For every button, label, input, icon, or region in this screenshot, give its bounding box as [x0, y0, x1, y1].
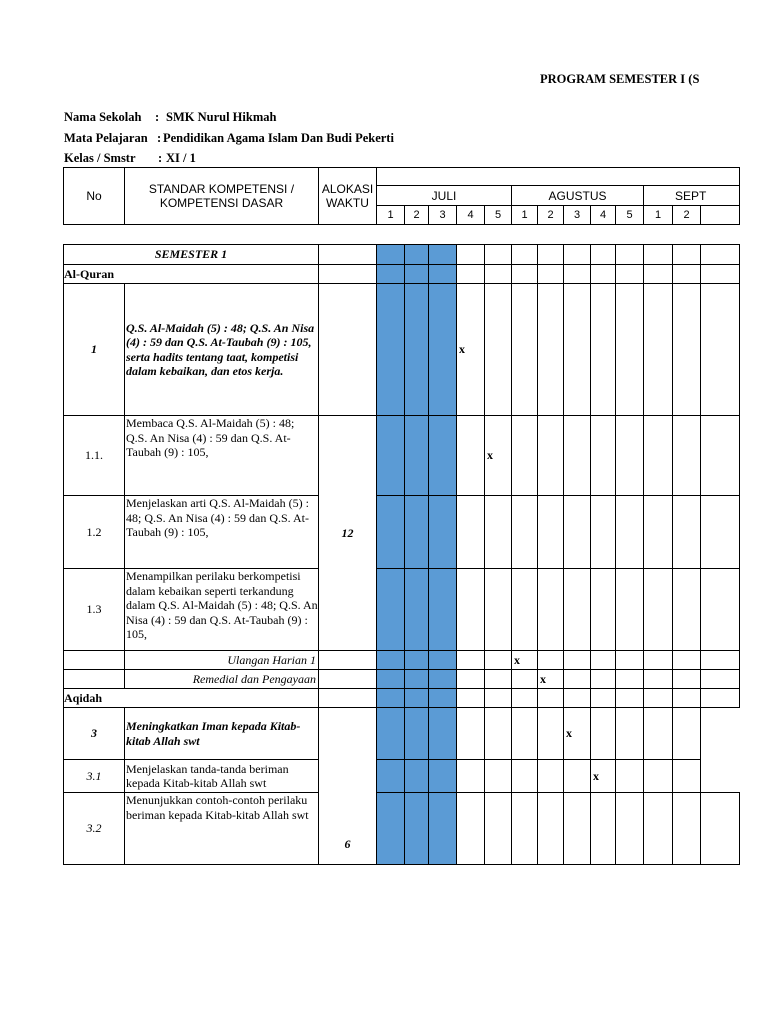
- empty-cell: [644, 496, 673, 569]
- empty-cell: [591, 245, 616, 265]
- row-number: 3.1: [64, 760, 125, 793]
- empty-cell: [512, 708, 538, 760]
- empty-cell: [616, 416, 644, 496]
- empty-cell: [564, 416, 591, 496]
- empty-cell: [616, 651, 644, 670]
- empty-cell: [457, 670, 485, 689]
- empty-cell: [701, 496, 740, 569]
- month-juli: JULI: [377, 186, 512, 206]
- table-row: [64, 793, 740, 865]
- empty-cell: [616, 569, 644, 651]
- month-sept: SEPT: [644, 186, 740, 206]
- empty-cell: [701, 265, 740, 284]
- empty-cell: [701, 416, 740, 496]
- week-cell: [701, 206, 740, 225]
- empty-cell: [673, 760, 701, 793]
- empty-cell: [512, 416, 538, 496]
- empty-cell: [564, 689, 591, 708]
- table-row: [64, 265, 740, 284]
- table-row: [64, 689, 740, 708]
- header-table: [63, 167, 740, 225]
- schedule-mark: x: [591, 760, 616, 793]
- empty-cell: [485, 760, 512, 793]
- empty-cell: [319, 670, 377, 689]
- shaded-week-cell: [429, 245, 457, 265]
- empty-cell: [673, 651, 701, 670]
- empty-cell: [538, 496, 564, 569]
- table-row: [64, 708, 740, 760]
- page-title: PROGRAM SEMESTER I (S: [540, 72, 700, 86]
- table-row: [64, 760, 740, 793]
- competency-text: Menjelaskan tanda-tanda beriman kepada Kitab-kitab Allah swt: [125, 760, 319, 793]
- shaded-week-cell: [405, 651, 429, 670]
- empty-cell: [485, 708, 512, 760]
- class-sep: :: [158, 151, 163, 165]
- shaded-week-cell: [429, 569, 457, 651]
- empty-cell: [538, 651, 564, 670]
- empty-cell: [701, 284, 740, 416]
- empty-cell: [616, 670, 644, 689]
- remedial-label: Remedial dan Pengayaan: [125, 670, 319, 689]
- table-row: [64, 670, 740, 689]
- competency-text: Menampilkan perilaku berkompetisi dalam kebaikan seperti terkandung dalam Q.S. Al-Maidah (5) : 48; Q.S. An Nisa (4) : 59 dan Q.S. At-Taubah (9) : 105,: [125, 569, 319, 651]
- empty-cell: [564, 265, 591, 284]
- shaded-week-cell: [405, 416, 429, 496]
- shaded-week-cell: [405, 245, 429, 265]
- empty-cell: [457, 651, 485, 670]
- table-row: [64, 284, 740, 416]
- week-cell: 4: [457, 206, 485, 225]
- shaded-week-cell: [405, 284, 429, 416]
- empty-cell: [485, 670, 512, 689]
- empty-cell: [457, 416, 485, 496]
- schedule-mark: x: [512, 651, 538, 670]
- empty-cell: [616, 793, 644, 865]
- empty-cell: [485, 689, 512, 708]
- shaded-week-cell: [377, 265, 405, 284]
- empty-cell: [512, 793, 538, 865]
- shaded-week-cell: [377, 793, 405, 865]
- table-row: [64, 651, 740, 670]
- week-cell: 4: [591, 206, 616, 225]
- empty-cell: [485, 245, 512, 265]
- section-aqidah: Aqidah: [64, 689, 319, 708]
- header-alokasi: [319, 168, 377, 225]
- header-standar-line1: STANDAR KOMPETENSI /: [148, 182, 295, 196]
- table-row: [64, 416, 740, 496]
- shaded-week-cell: [377, 416, 405, 496]
- empty-cell: [319, 245, 377, 265]
- shaded-week-cell: [429, 670, 457, 689]
- competency-text: Menjelaskan arti Q.S. Al-Maidah (5) : 48; Q.S. An Nisa (4) : 59 dan Q.S. At-Taubah (9) : 105,: [125, 496, 319, 569]
- empty-cell: [457, 496, 485, 569]
- empty-cell: [512, 760, 538, 793]
- empty-cell: [538, 689, 564, 708]
- empty-cell: [564, 651, 591, 670]
- empty-cell: [673, 708, 701, 760]
- subject-label: Mata Pelajaran: [64, 131, 148, 145]
- header-standar-line2: KOMPETENSI DASAR: [159, 196, 284, 210]
- row-number: 1: [64, 284, 125, 416]
- week-cell: 2: [673, 206, 701, 225]
- empty-cell: [701, 793, 740, 865]
- empty-cell: [644, 651, 673, 670]
- empty-cell: [564, 496, 591, 569]
- empty-cell: [591, 670, 616, 689]
- empty-cell: [616, 689, 644, 708]
- row-number: 1.3: [64, 569, 125, 651]
- shaded-week-cell: [405, 496, 429, 569]
- shaded-week-cell: [429, 416, 457, 496]
- empty-cell: [64, 651, 125, 670]
- empty-cell: [673, 416, 701, 496]
- empty-cell: [644, 760, 673, 793]
- empty-cell: [485, 265, 512, 284]
- empty-cell: [485, 651, 512, 670]
- empty-cell: [616, 760, 644, 793]
- empty-cell: [591, 416, 616, 496]
- week-cell: 3: [429, 206, 457, 225]
- week-cell: 1: [644, 206, 673, 225]
- shaded-week-cell: [429, 793, 457, 865]
- empty-cell: [591, 689, 616, 708]
- shaded-week-cell: [429, 284, 457, 416]
- shaded-week-cell: [377, 245, 405, 265]
- empty-cell: [644, 708, 673, 760]
- empty-cell: [673, 496, 701, 569]
- class-label: Kelas / Smstr: [64, 151, 136, 165]
- schedule-mark: x: [457, 284, 485, 416]
- empty-cell: [457, 760, 485, 793]
- shaded-week-cell: [377, 496, 405, 569]
- empty-cell: [485, 569, 512, 651]
- empty-cell: [564, 569, 591, 651]
- empty-cell: [644, 265, 673, 284]
- empty-cell: [591, 651, 616, 670]
- shaded-week-cell: [405, 689, 429, 708]
- empty-cell: [564, 793, 591, 865]
- schedule-mark: x: [538, 670, 564, 689]
- empty-cell: [701, 569, 740, 651]
- shaded-week-cell: [405, 265, 429, 284]
- empty-cell: [512, 245, 538, 265]
- month-agustus: AGUSTUS: [512, 186, 644, 206]
- empty-cell: [319, 651, 377, 670]
- header-blank: [377, 168, 740, 186]
- table-row: [64, 569, 740, 651]
- week-cell: 1: [512, 206, 538, 225]
- empty-cell: [512, 670, 538, 689]
- shaded-week-cell: [377, 284, 405, 416]
- shaded-week-cell: [405, 569, 429, 651]
- empty-cell: [701, 245, 740, 265]
- empty-cell: [591, 284, 616, 416]
- empty-cell: [616, 265, 644, 284]
- empty-cell: [591, 265, 616, 284]
- header-alokasi-line2: WAKTU: [326, 196, 369, 210]
- empty-cell: [673, 793, 701, 865]
- empty-cell: [616, 245, 644, 265]
- empty-cell: [457, 793, 485, 865]
- empty-cell: [319, 284, 377, 416]
- empty-cell: [644, 245, 673, 265]
- empty-cell: [538, 416, 564, 496]
- empty-cell: [564, 245, 591, 265]
- semester-label: SEMESTER 1: [64, 245, 319, 265]
- empty-cell: [538, 760, 564, 793]
- empty-cell: [538, 265, 564, 284]
- empty-cell: [457, 265, 485, 284]
- program-table: [63, 244, 740, 865]
- shaded-week-cell: [429, 651, 457, 670]
- empty-cell: [673, 569, 701, 651]
- week-cell: 3: [564, 206, 591, 225]
- competency-text: Membaca Q.S. Al-Maidah (5) : 48; Q.S. An Nisa (4) : 59 dan Q.S. At-Taubah (9) : 105,: [125, 416, 319, 496]
- competency-text: Meningkatkan Iman kepada Kitab-kitab Allah swt: [125, 708, 319, 760]
- empty-cell: [591, 793, 616, 865]
- empty-cell: [457, 689, 485, 708]
- empty-cell: [701, 689, 740, 708]
- alokasi-aqidah: 6: [319, 708, 377, 865]
- empty-cell: [564, 760, 591, 793]
- empty-cell: [644, 793, 673, 865]
- empty-cell: [564, 284, 591, 416]
- empty-cell: [319, 689, 377, 708]
- shaded-week-cell: [377, 689, 405, 708]
- empty-cell: [538, 708, 564, 760]
- empty-cell: [644, 569, 673, 651]
- empty-cell: [485, 284, 512, 416]
- empty-cell: [564, 670, 591, 689]
- subject-value: Pendidikan Agama Islam Dan Budi Pekerti: [163, 131, 394, 145]
- empty-cell: [673, 265, 701, 284]
- header-standar: [125, 168, 319, 225]
- shaded-week-cell: [429, 708, 457, 760]
- school-label: Nama Sekolah: [64, 110, 142, 124]
- empty-cell: [591, 569, 616, 651]
- empty-cell: [485, 496, 512, 569]
- shaded-week-cell: [377, 708, 405, 760]
- empty-cell: [512, 284, 538, 416]
- empty-cell: [673, 245, 701, 265]
- section-quran: Al-Quran: [64, 265, 319, 284]
- shaded-week-cell: [377, 760, 405, 793]
- shaded-week-cell: [429, 689, 457, 708]
- shaded-week-cell: [377, 569, 405, 651]
- row-number: 3: [64, 708, 125, 760]
- table-row: [64, 245, 740, 265]
- week-cell: 2: [405, 206, 429, 225]
- ulangan-label: Ulangan Harian 1: [125, 651, 319, 670]
- schedule-mark: x: [485, 416, 512, 496]
- week-cell: 2: [538, 206, 564, 225]
- shaded-week-cell: [429, 760, 457, 793]
- empty-cell: [644, 670, 673, 689]
- shaded-week-cell: [405, 708, 429, 760]
- empty-cell: [457, 245, 485, 265]
- school-value: SMK Nurul Hikmah: [166, 110, 277, 124]
- empty-cell: [591, 708, 616, 760]
- empty-cell: [512, 569, 538, 651]
- empty-cell: [457, 708, 485, 760]
- week-cell: 5: [616, 206, 644, 225]
- empty-cell: [512, 689, 538, 708]
- empty-cell: [538, 284, 564, 416]
- school-sep: :: [155, 110, 160, 124]
- competency-text: Q.S. Al-Maidah (5) : 48; Q.S. An Nisa (4) : 59 dan Q.S. At-Taubah (9) : 105, serta hadits tentang taat, kompetisi dalam kebaikan, dan etos kerja.: [125, 284, 319, 416]
- alokasi-quran: 12: [319, 416, 377, 651]
- week-cell: 1: [377, 206, 405, 225]
- empty-cell: [538, 569, 564, 651]
- row-number: 3.2: [64, 793, 125, 865]
- shaded-week-cell: [377, 651, 405, 670]
- empty-cell: [616, 496, 644, 569]
- empty-cell: [701, 651, 740, 670]
- empty-cell: [538, 793, 564, 865]
- class-value: XI / 1: [166, 151, 196, 165]
- empty-cell: [701, 670, 740, 689]
- row-number: 1.1.: [64, 416, 125, 496]
- week-cell: 5: [485, 206, 512, 225]
- shaded-week-cell: [405, 670, 429, 689]
- empty-cell: [64, 670, 125, 689]
- empty-cell: [673, 284, 701, 416]
- schedule-mark: x: [564, 708, 591, 760]
- shaded-week-cell: [405, 760, 429, 793]
- empty-cell: [644, 689, 673, 708]
- table-row: [64, 496, 740, 569]
- shaded-week-cell: [377, 670, 405, 689]
- row-number: 1.2: [64, 496, 125, 569]
- header-alokasi-line1: ALOKASI: [321, 182, 374, 196]
- empty-cell: [673, 689, 701, 708]
- shaded-week-cell: [429, 265, 457, 284]
- empty-cell: [616, 708, 644, 760]
- empty-cell: [673, 670, 701, 689]
- empty-cell: [319, 265, 377, 284]
- empty-cell: [485, 793, 512, 865]
- empty-cell: [591, 496, 616, 569]
- empty-cell: [644, 416, 673, 496]
- empty-cell: [512, 496, 538, 569]
- empty-cell: [538, 245, 564, 265]
- empty-cell: [616, 284, 644, 416]
- shaded-week-cell: [405, 793, 429, 865]
- empty-cell: [644, 284, 673, 416]
- empty-cell: [512, 265, 538, 284]
- header-no: No: [64, 168, 125, 225]
- shaded-week-cell: [429, 496, 457, 569]
- subject-sep: :: [157, 131, 162, 145]
- empty-cell: [457, 569, 485, 651]
- competency-text: Menunjukkan contoh-contoh perilaku beriman kepada Kitab-kitab Allah swt: [125, 793, 319, 865]
